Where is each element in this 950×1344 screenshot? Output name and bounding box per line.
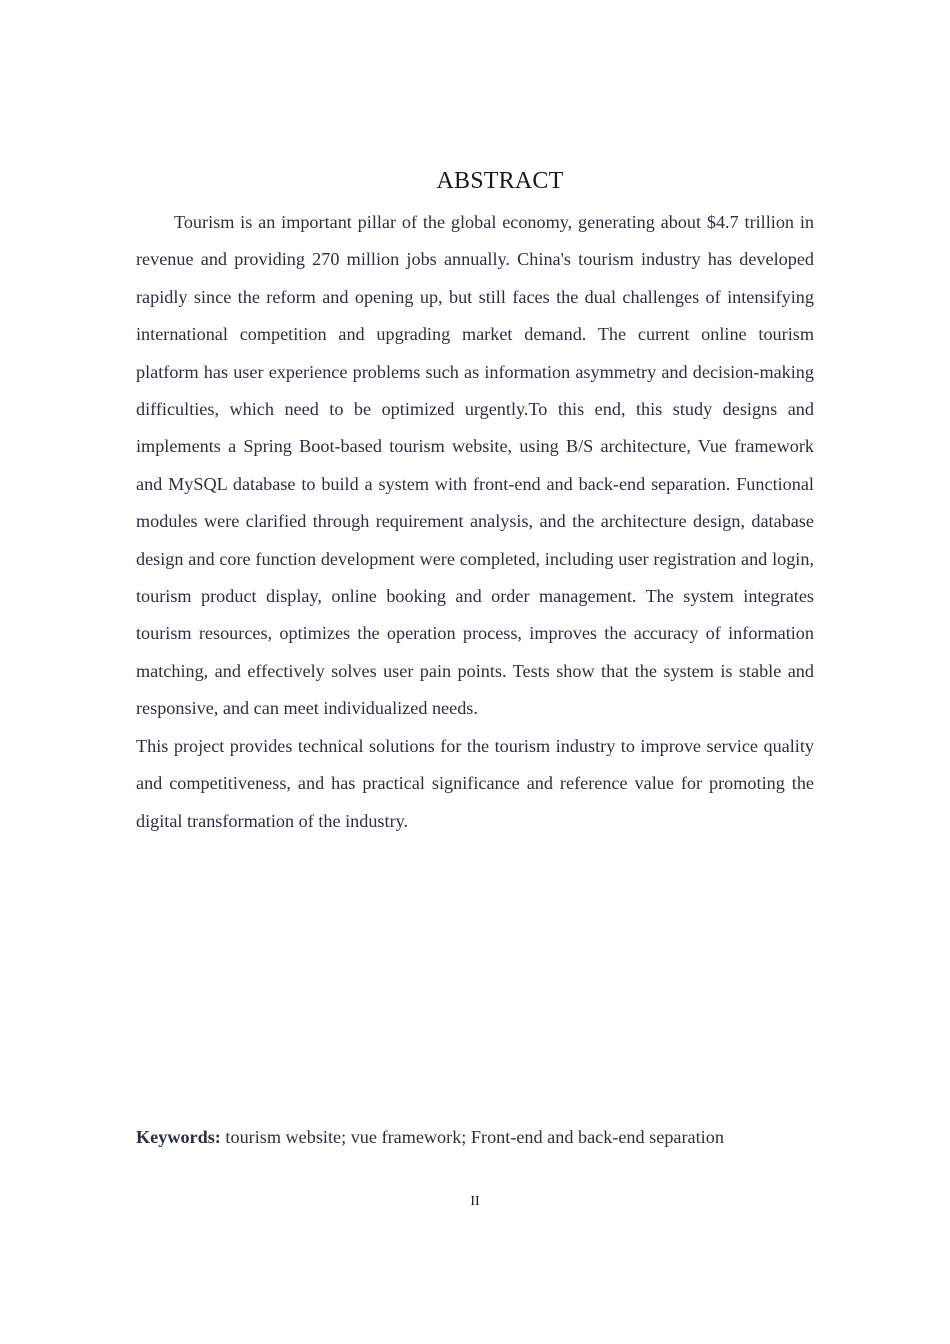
abstract-body xyxy=(136,204,814,840)
keywords-line xyxy=(136,1127,836,1148)
page-number: II xyxy=(470,1194,480,1209)
keywords-text: tourism website; vue framework; Front-end and back-end separation xyxy=(225,1127,724,1147)
keywords-label: Keywords: xyxy=(136,1127,221,1147)
abstract-paragraph-2: This project provides technical solutions for the tourism industry to improve service quality and competitiveness, and has practical significance and reference value for promoting the digital transformation of the industry. xyxy=(136,735,814,831)
abstract-title: ABSTRACT xyxy=(436,168,564,194)
abstract-paragraph-1: Tourism is an important pillar of the global economy, generating about $4.7 trillion in revenue and providing 270 million jobs annually. China's tourism industry has developed rapidly since the reform and opening up, but still faces the dual challenges of intensifying international competition and upgrading market demand. The current online tourism platform has user experience problems such as information asymmetry and decision-making difficulties, which need to be optimized urgently.To this end, this study designs and implements a Spring Boot-based tourism website, using B/S architecture, Vue framework and MySQL database to build a system with front-end and back-end separation. Functional modules were clarified through requirement analysis, and the architecture design, database design and core function development were completed, including user registration and login, tourism product display, online booking and order management. The system integrates tourism resources, optimizes the operation process, improves the accuracy of information matching, and effectively solves user pain points. Tests show that the system is stable and responsive, and can meet individualized needs. xyxy=(136,212,814,719)
